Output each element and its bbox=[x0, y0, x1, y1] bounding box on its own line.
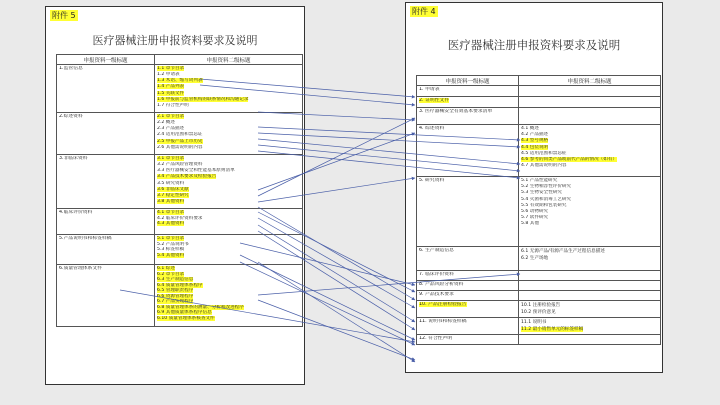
first-level-heading: 8. 产品风险分析资料 bbox=[419, 282, 464, 287]
highlight-mark: 4.6 参考的同类产品或前代产品的情况（如有） bbox=[521, 157, 618, 163]
second-level-item: 5.8 其他 bbox=[521, 221, 539, 227]
first-level-cell bbox=[417, 177, 519, 247]
highlight-mark: 1.3 术语、缩写词列表 bbox=[157, 78, 203, 84]
highlight-mark: 6.4 质量管理体系程序 bbox=[157, 282, 203, 288]
second-level-cell bbox=[519, 291, 661, 301]
highlight-mark: 3.1 章节目录 bbox=[157, 156, 185, 161]
first-level-heading: 12. 符合性声明 bbox=[419, 336, 453, 341]
table-header-row bbox=[417, 76, 661, 86]
first-level-cell bbox=[417, 97, 519, 108]
first-level-heading: 5. 研究资料 bbox=[419, 178, 445, 183]
first-level-heading: 6.质量管理体系文件 bbox=[59, 266, 102, 271]
attachment-4-document bbox=[405, 2, 663, 373]
table-row bbox=[417, 247, 661, 271]
highlight-mark: 4.4 包装说明 bbox=[521, 144, 549, 150]
table-row bbox=[57, 65, 303, 113]
table-row bbox=[417, 271, 661, 281]
document-title: 医疗器械注册申报资料要求及说明 bbox=[92, 34, 258, 47]
first-level-heading: 9. 产品技术要求 bbox=[419, 292, 454, 297]
first-level-cell bbox=[417, 318, 519, 335]
requirements-table bbox=[56, 54, 303, 327]
attachment-tag: 附件 5 bbox=[52, 11, 76, 20]
highlight-mark: 3.8 其他资料 bbox=[157, 199, 185, 205]
table-row bbox=[417, 177, 661, 247]
second-level-item: 2.4 适用范围和禁忌证 bbox=[157, 132, 203, 138]
highlight-mark: 3.4 产品技术要求及检验报告 bbox=[157, 174, 217, 180]
second-level-item: 5.2 生物相容性评价研究 bbox=[521, 184, 572, 190]
first-level-cell bbox=[417, 281, 519, 291]
first-level-heading: 6. 生产制造信息 bbox=[419, 248, 454, 253]
first-level-cell bbox=[417, 247, 519, 271]
first-level-cell bbox=[417, 125, 519, 177]
second-level-item: 6.2 生产场地 bbox=[521, 256, 549, 261]
first-level-heading: 2.综述资料 bbox=[59, 114, 83, 119]
second-level-cell bbox=[155, 113, 303, 155]
table-row bbox=[417, 301, 661, 318]
second-level-item: 6.1 无源产品/有源产品生产过程信息描述 bbox=[521, 249, 605, 254]
highlight-mark: 6.8 质量管理体系的测量、分析和改进程序 bbox=[157, 304, 244, 310]
highlight-mark: 2. 证明性文件 bbox=[419, 98, 450, 103]
highlight-mark: 6.7 产品实现程序 bbox=[157, 299, 194, 304]
highlight-mark: 4.3 型号规格 bbox=[521, 138, 549, 144]
highlight-mark: 3.6 非临床文献 bbox=[157, 186, 189, 192]
header-second-level: 申报资料二级标题 bbox=[155, 55, 303, 65]
second-level-cell bbox=[155, 265, 303, 327]
second-level-item: 4.1 概述 bbox=[521, 126, 539, 131]
highlight-mark: 6.3 生产制造信息 bbox=[157, 277, 194, 282]
highlight-mark: 6.5 管理职责程序 bbox=[157, 288, 194, 293]
second-level-item: 4.5 适用范围和禁忌症 bbox=[521, 150, 567, 156]
first-level-cell bbox=[57, 155, 155, 209]
second-level-cell bbox=[155, 209, 303, 235]
table-row bbox=[417, 335, 661, 345]
second-level-cell bbox=[519, 177, 661, 247]
table-row bbox=[417, 291, 661, 301]
first-level-cell bbox=[57, 235, 155, 265]
second-level-item: 4.2 产品描述 bbox=[521, 132, 549, 138]
table-row bbox=[417, 125, 661, 177]
first-level-heading bbox=[419, 302, 516, 308]
first-level-cell bbox=[417, 271, 519, 281]
second-level-cell bbox=[519, 247, 661, 271]
highlight-mark: 6.9 其他质量体系程序信息 bbox=[157, 310, 212, 315]
highlight-mark: 5.4 其他资料 bbox=[157, 252, 185, 258]
second-level-cell bbox=[519, 271, 661, 281]
first-level-heading: 4. 综述资料 bbox=[419, 126, 445, 131]
second-level-cell bbox=[519, 301, 661, 318]
first-level-cell bbox=[57, 65, 155, 113]
second-level-cell bbox=[519, 86, 661, 97]
second-level-item: 4.2 临床评价资料要求 bbox=[157, 215, 203, 221]
highlight-mark: 2.5 申报产品上市历史 bbox=[157, 138, 203, 144]
highlight-mark: 2.1 章节目录 bbox=[157, 114, 185, 119]
first-level-cell bbox=[417, 86, 519, 97]
second-level-item: 5.4 灭菌和消毒工艺研究 bbox=[521, 196, 572, 202]
attachment-tag: 附件 4 bbox=[412, 7, 436, 16]
header-first-level: 申报资料一级标题 bbox=[417, 76, 519, 86]
table-row bbox=[417, 281, 661, 291]
first-level-cell bbox=[417, 291, 519, 301]
highlight-mark: 1.6 申报前与监管机构的联系情况和沟通记录 bbox=[157, 96, 249, 102]
second-level-item: 2.6 其他需说明的内容 bbox=[157, 144, 203, 150]
second-level-item bbox=[521, 326, 658, 333]
header-second-level: 申报资料二级标题 bbox=[519, 76, 661, 86]
first-level-cell bbox=[57, 265, 155, 327]
second-level-item: 2.2 概述 bbox=[157, 120, 175, 126]
second-level-item: 10.1 注册检验报告 bbox=[521, 303, 561, 308]
second-level-item: 5.7 软件研究 bbox=[521, 215, 549, 221]
second-level-cell bbox=[519, 97, 661, 108]
first-level-cell bbox=[417, 301, 519, 318]
second-level-item: 1.7 符合性声明 bbox=[157, 102, 189, 108]
table-row bbox=[57, 155, 303, 209]
second-level-item bbox=[157, 199, 300, 205]
highlight-mark: 4.1 章节目录 bbox=[157, 210, 185, 215]
table-row bbox=[417, 108, 661, 125]
second-level-cell bbox=[519, 281, 661, 291]
second-level-item: 5.5 有效期和包装研究 bbox=[521, 202, 567, 208]
table-row bbox=[57, 113, 303, 155]
second-level-item: 2.3 产品描述 bbox=[157, 126, 185, 132]
document-title: 医疗器械注册申报资料要求及说明 bbox=[447, 38, 621, 52]
second-level-item: 5.3 标签样稿 bbox=[157, 247, 185, 253]
first-level-heading: 11. 说明书和标签样稿 bbox=[419, 319, 467, 324]
first-level-heading: 7. 临床评价资料 bbox=[419, 272, 454, 277]
highlight-mark: 5.1 章节目录 bbox=[157, 236, 185, 241]
highlight-mark: 1.4 产品列表 bbox=[157, 84, 185, 90]
second-level-item: 4.7 其他需说明的内容 bbox=[521, 163, 567, 169]
first-level-cell bbox=[417, 335, 519, 345]
second-level-cell bbox=[155, 155, 303, 209]
second-level-cell bbox=[519, 318, 661, 335]
second-level-cell bbox=[155, 235, 303, 265]
first-level-cell bbox=[57, 209, 155, 235]
highlight-mark: 1.1 章节目录 bbox=[157, 66, 185, 71]
table-row bbox=[57, 265, 303, 327]
first-level-heading: 1. 申请表 bbox=[419, 87, 440, 92]
requirements-table bbox=[416, 75, 661, 345]
first-level-heading: 3. 医疗器械安全有效基本要求清单 bbox=[419, 109, 493, 114]
second-level-item: 10.2 预评价意见 bbox=[521, 310, 556, 315]
highlight-mark: 6.10 质量管理体系核查文件 bbox=[157, 315, 215, 321]
attachment-5-document bbox=[45, 6, 305, 385]
highlight-mark: 10. 产品注册检验报告 bbox=[419, 302, 467, 307]
second-level-cell bbox=[519, 108, 661, 125]
highlight-mark: 6.6 资源管理程序 bbox=[157, 293, 194, 299]
table-header-row bbox=[57, 55, 303, 65]
first-level-heading: 5.产品说明书和标签样稿 bbox=[59, 236, 112, 241]
highlight-mark: 1.5 关联文件 bbox=[157, 90, 185, 96]
second-level-item: 5.6 动物研究 bbox=[521, 209, 549, 215]
first-level-heading: 4.临床评价资料 bbox=[59, 210, 93, 215]
second-level-cell bbox=[519, 125, 661, 177]
second-level-cell bbox=[519, 335, 661, 345]
second-level-item: 5.2 产品说明书 bbox=[157, 241, 189, 247]
first-level-cell bbox=[417, 108, 519, 125]
second-level-item: 5.3 生物安全性研究 bbox=[521, 190, 562, 196]
second-level-item: 1.2 申请表 bbox=[157, 72, 180, 78]
highlight-mark: 6.2 章节目录 bbox=[157, 271, 185, 277]
first-level-heading: 3.非临床资料 bbox=[59, 156, 88, 161]
first-level-heading: 1.监管信息 bbox=[59, 66, 83, 71]
first-level-heading bbox=[419, 98, 516, 104]
table-row bbox=[417, 86, 661, 97]
second-level-item: 3.2 产品风险管理资料 bbox=[157, 162, 203, 168]
second-level-item bbox=[157, 316, 300, 322]
table-row bbox=[57, 235, 303, 265]
table-row bbox=[417, 97, 661, 108]
highlight-mark: 6.1 综述 bbox=[157, 266, 175, 271]
table-row bbox=[57, 209, 303, 235]
second-level-cell bbox=[155, 65, 303, 113]
second-level-item: 5.1 产品性能研究 bbox=[521, 178, 558, 183]
table-row bbox=[417, 318, 661, 335]
second-level-item: 3.5 研究资料 bbox=[157, 180, 185, 186]
highlight-mark: 3.7 稳定性研究 bbox=[157, 192, 189, 198]
highlight-mark: 11.2 最小销售单元的标签样稿 bbox=[521, 327, 584, 332]
second-level-item bbox=[157, 253, 300, 259]
first-level-cell bbox=[57, 113, 155, 155]
second-level-item: 11.1 说明书 bbox=[521, 320, 547, 325]
second-level-item bbox=[157, 221, 300, 227]
header-first-level: 申报资料一级标题 bbox=[57, 55, 155, 65]
second-level-item: 3.3 医疗器械安全和性能基本原则清单 bbox=[157, 168, 235, 174]
highlight-mark: 4.3 其他资料 bbox=[157, 221, 185, 227]
